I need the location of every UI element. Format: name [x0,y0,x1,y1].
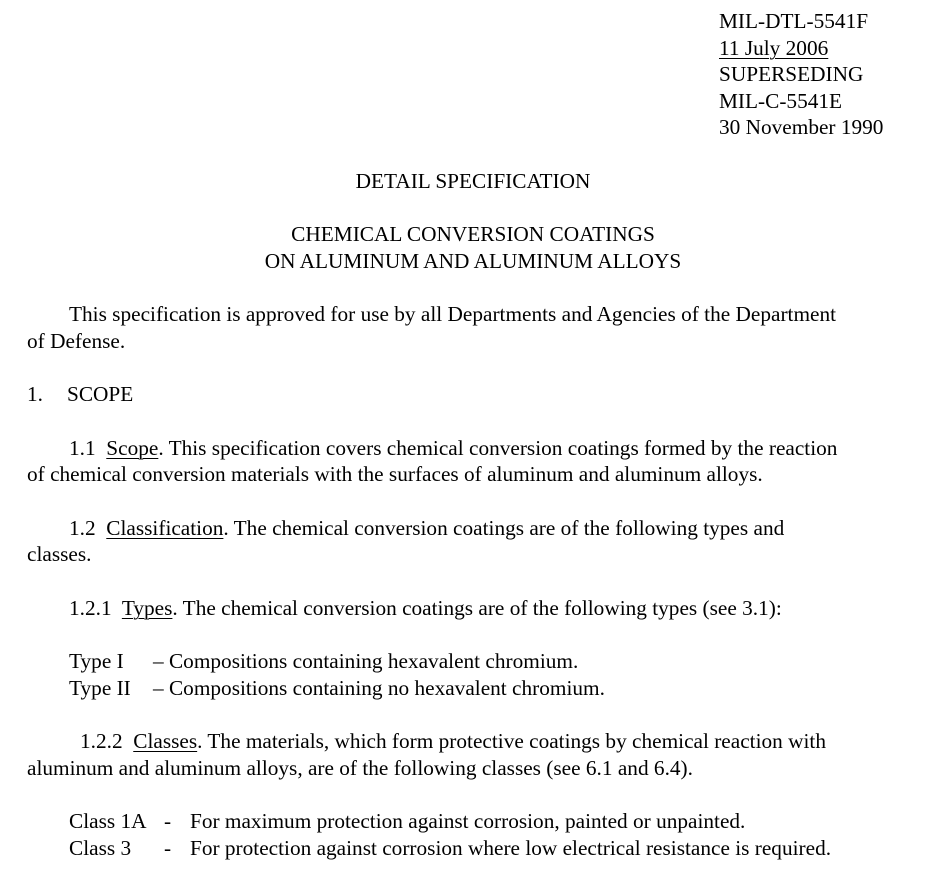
doc-date: 11 July 2006 [719,36,829,60]
type-2-label: Type II [69,676,131,700]
paragraph-1-2-line-1 [69,515,784,542]
type-1-desc: – Compositions containing hexavalent chromium. [153,649,579,673]
section-1-heading: SCOPE [67,382,134,406]
paragraph-1-1-line-2: of chemical conversion materials with the surfaces of aluminum and aluminum alloys. [27,462,763,486]
paragraph-1-2-1-heading: Types [121,596,173,620]
class-3-label: Class 3 [69,836,132,860]
paragraph-1-1-text: . This specification covers chemical conversion coatings formed by the reaction [158,436,838,460]
type-1-label: Type I [69,649,124,673]
paragraph-1-1-number: 1.1 [69,436,96,460]
paragraph-1-1-line-1 [69,435,837,462]
paragraph-1-2-heading: Classification [106,516,224,540]
paragraph-1-2-line-2: classes. [27,542,92,566]
class-1a-dash: - [164,809,172,833]
superseding-label: SUPERSEDING [719,62,864,86]
superseded-date: 30 November 1990 [719,115,884,139]
class-1a-label: Class 1A [69,809,147,833]
paragraph-1-2-2-line-1 [80,728,826,755]
doc-number: MIL-DTL-5541F [719,9,869,33]
paragraph-1-2-2-heading: Classes [133,729,198,753]
spec-title-line-2: ON ALUMINUM AND ALUMINUM ALLOYS [264,249,682,273]
approval-line-1: This specification is approved for use by all Departments and Agencies of the Department [69,302,837,326]
type-2-desc: – Compositions containing no hexavalent chromium. [153,676,605,700]
section-1-number: 1. [27,382,43,406]
paragraph-1-2-1-text: . The chemical conversion coatings are of the following types (see 3.1): [172,596,782,620]
class-1a-desc: For maximum protection against corrosion, painted or unpainted. [190,809,746,833]
paragraph-1-2-1-number: 1.2.1 [69,596,112,620]
paragraph-1-2-2-number: 1.2.2 [80,729,123,753]
paragraph-1-2-1-line-1 [69,595,782,622]
class-3-desc: For protection against corrosion where low electrical resistance is required. [190,836,832,860]
superseded-number: MIL-C-5541E [719,89,843,113]
paragraph-1-2-2-text: . The materials, which form protective coatings by chemical reaction with [197,729,826,753]
approval-line-2: of Defense. [27,329,126,353]
paragraph-1-2-2-line-2: aluminum and aluminum alloys, are of the following classes (see 6.1 and 6.4). [27,756,693,780]
paragraph-1-2-number: 1.2 [69,516,96,540]
paragraph-1-2-text: . The chemical conversion coatings are of the following types and [223,516,785,540]
paragraph-1-1-heading: Scope [106,436,159,460]
class-3-dash: - [164,836,172,860]
spec-type-title: DETAIL SPECIFICATION [355,169,591,193]
spec-title-line-1: CHEMICAL CONVERSION COATINGS [291,222,655,246]
